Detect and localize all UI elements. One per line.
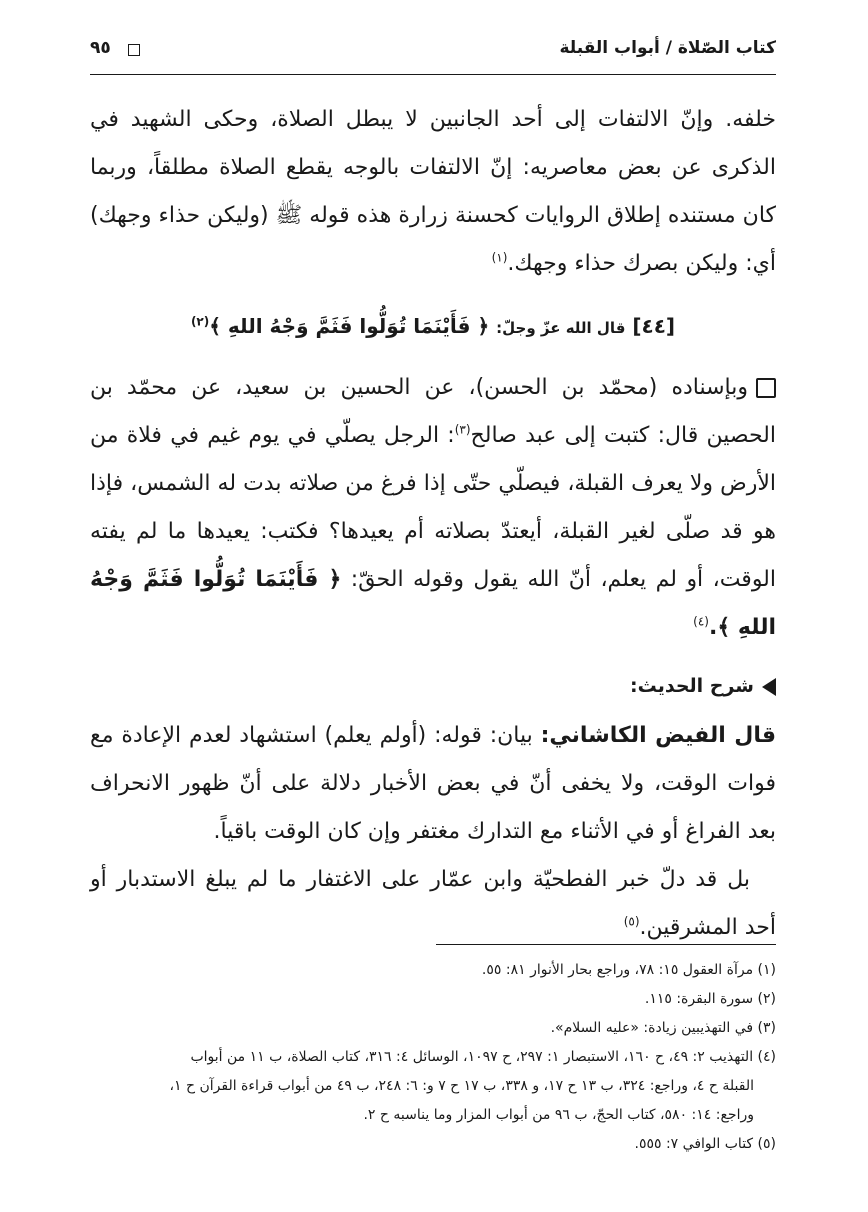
footnote-ref: (٤) xyxy=(693,614,709,629)
text-line: لم يعلم، أنّ الله يقول وقوله الحقّ: xyxy=(350,567,677,592)
footnote-ref: (١) xyxy=(491,250,508,265)
footnote-5: (٥) كتاب الوافي ٧: ٥٥٥. xyxy=(634,1136,776,1152)
text-line: بيان: قوله: (أولم يعلم) استشهاد لعدم الإعادة مع فوات xyxy=(90,723,777,796)
text-line: : الرجل يصلّي في يوم غيم في فلاة من الأرض xyxy=(90,423,776,496)
running-header xyxy=(90,34,776,64)
square-ornament-icon xyxy=(128,44,140,56)
paragraph-3 xyxy=(90,712,776,856)
text-line: بصرك حذاء وجهك. xyxy=(507,251,679,276)
text-line: ولا يعرف القبلة، فيصلّي حتّى إذا فرغ من صلاته بدت له الشمس، فإذا هو قد xyxy=(90,471,776,544)
quran-verse: ﴿ فَأَيْنَمَا تُوَلُّوا فَثَمَّ وَجْهُ اللهِ ﴾ xyxy=(209,314,490,338)
text-line: الوقت، ولا يخفى أنّ في بعض الأخبار دلالة على أنّ ظهور الانحراف بعد الفراغ xyxy=(90,771,776,844)
hadith-heading xyxy=(90,302,776,352)
triangle-marker-icon xyxy=(762,678,776,696)
section-heading xyxy=(90,666,776,706)
main-text xyxy=(90,96,776,952)
text-line: قال: كتبت إلى عبد صالح xyxy=(470,423,699,448)
section-heading-label: شرح الحديث: xyxy=(630,675,754,697)
text-line: خلفه. وإنّ الالتفات إلى أحد الجانبين لا يبطل الصلاة، وحكى الشهيد في الذكرى xyxy=(90,107,776,180)
footnote-4: (٤) التهذيب ٢: ٤٩، ح ١٦٠، الاستبصار ١: ٢٩٧، ح ١٠٩٧، الوسائل ٤: ٣١٦، كتاب الصلاة، ب ١١ من أبواب xyxy=(190,1049,776,1065)
quran-verse: ﴿ فَأَيْنَمَا تُوَلُّوا فَثَمَّ وَجْهُ اللهِ ﴾. xyxy=(90,567,776,640)
header-divider xyxy=(90,74,776,75)
footnotes xyxy=(90,956,776,1159)
footnote-1: (١) مرآة العقول ١٥: ٧٨، وراجع بحار الأنوار ٨١: ٥٥. xyxy=(481,962,776,978)
footnote-divider xyxy=(436,944,776,945)
hadith-intro: قال الله عزّ وجلّ: xyxy=(496,319,626,337)
text-line: أو في الأثناء مع التدارك مغتفر وإن كان الوقت باقياً. xyxy=(213,819,679,844)
author-lead: قال الفيض الكاشاني: xyxy=(540,723,776,748)
footnote-4-continued: القبلة ح ٤، وراجع: ٣٢٤، ب ١٣ ح ١٧، و ٣٣٨، ب ١٧ ح ٧ و: ٦: ٢٤٨، ب ٤٩ من أبواب قراءة القرآن ح ١، xyxy=(169,1078,754,1094)
header-title: كتاب الصّلاة / أبواب القبلة xyxy=(559,38,776,58)
paragraph-1 xyxy=(90,96,776,288)
footnote-ref: (٣) xyxy=(454,422,471,437)
hadith-number: [٤٤] xyxy=(632,314,676,338)
footnote-4-continued: وراجع: ١٤: ٥٨٠، كتاب الحجّ، ب ٩٦ من أبواب المزار وما يناسبه ح ٢. xyxy=(363,1107,754,1123)
text-line: وبإسناده (محمّد بن الحسن)، عن الحسين بن سعيد، عن محمّد بن الحصين xyxy=(90,375,776,448)
text-line: المشرقين. xyxy=(639,915,738,940)
footnote-2: (٢) سورة البقرة: ١١٥. xyxy=(644,991,776,1007)
page-number: ٩٥ xyxy=(90,38,111,58)
paragraph-4 xyxy=(90,856,776,952)
square-bullet-icon xyxy=(756,378,776,398)
footnote-3: (٣) في التهذيبين زيادة: «عليه السلام». xyxy=(550,1020,776,1036)
footnote-ref: (٢) xyxy=(190,314,210,329)
footnote-ref: (٥) xyxy=(623,914,640,929)
text-line: عن بعض معاصريه: إنّ الالتفات بالوجه يقطع الصلاة مطلقاً، وربما كان مستنده xyxy=(90,155,776,228)
text-line: بل قد دلّ خبر الفطحيّة وابن عمّار على الاغتفار ما لم يبلغ الاستدبار أو أحد xyxy=(90,867,776,940)
text-line: صلّى لغير القبلة، أيعتدّ بصلاته أم يعيدها؟ فكتب: يعيدها ما لم يفته الوقت، أو xyxy=(90,519,777,592)
text-line: إطلاق الروايات كحسنة زرارة هذه قوله ﷺ (وليكن حذاء وجهك) أي: وليكن xyxy=(90,203,776,276)
paragraph-2 xyxy=(90,364,776,652)
